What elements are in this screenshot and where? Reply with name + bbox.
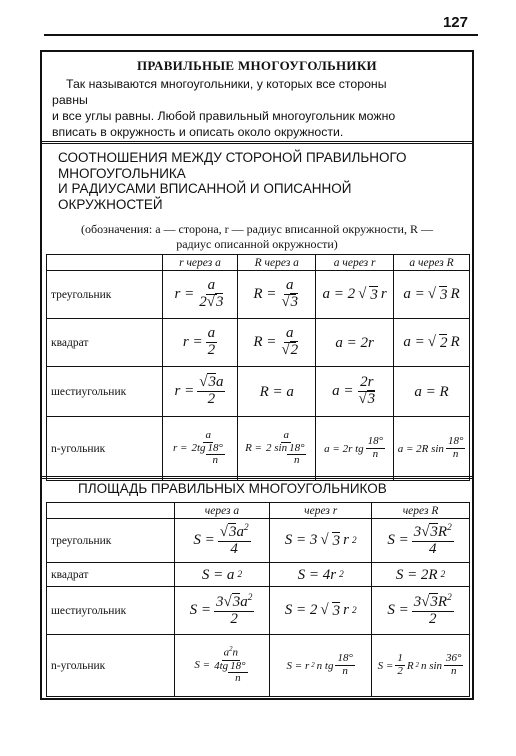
table-row <box>47 635 470 697</box>
table-row <box>47 319 470 367</box>
formula-cell <box>372 587 470 635</box>
formula: R = a √2 <box>253 325 299 358</box>
formula-cell <box>316 271 394 319</box>
formula: a = 2r tg 18° n <box>324 435 384 460</box>
header-cell: r через a <box>162 255 238 271</box>
note-line: (обозначения: a — сторона, r — радиус вписанной окружности, R — <box>81 222 433 236</box>
formula: r = √3a 2 <box>174 374 224 407</box>
definition-text <box>52 76 462 140</box>
formula: r = a 2tg $\frac{18^\circ}{n}$ <box>173 429 223 467</box>
formula-cell <box>270 563 372 587</box>
page-number: 127 <box>442 14 468 31</box>
text-line: Так называются многоугольники, у которых все стороны <box>66 77 387 91</box>
formula: S = $3√3a^2$ 2 <box>189 592 253 627</box>
text-line: вписать в окружность и описать около окружности. <box>52 125 344 139</box>
formula-cell <box>162 271 238 319</box>
area-section-title: ПЛОЩАДЬ ПРАВИЛЬНЫХ МНОГОУГОЛЬНИКОВ <box>78 481 387 496</box>
row-label: треугольник <box>47 271 163 319</box>
formula-cell <box>270 587 372 635</box>
header-cell: через a <box>174 503 270 519</box>
area-table <box>46 502 470 697</box>
formula: S = a 2 <box>201 566 243 583</box>
section-title: ПРАВИЛЬНЫЕ МНОГОУГОЛЬНИКИ <box>137 58 377 73</box>
text-line: и все углы равны. Любой правильный многоугольник можно <box>52 109 396 123</box>
table-row <box>47 271 470 319</box>
formula-cell <box>394 417 470 481</box>
notation-note <box>42 222 472 252</box>
header-cell: a через R <box>394 255 470 271</box>
formula-cell <box>316 417 394 481</box>
row-label: квадрат <box>47 319 163 367</box>
formula-cell <box>372 635 470 697</box>
formula-cell <box>162 367 238 417</box>
formula: S = 2R 2 <box>395 566 446 583</box>
formula-cell <box>162 417 238 481</box>
formula: r = a 2 <box>182 325 216 358</box>
formula-cell <box>372 563 470 587</box>
formula: a = 2 √ 3 r <box>322 286 387 303</box>
text-line: равны <box>52 93 88 107</box>
table-row <box>47 519 470 563</box>
header-cell: a через r <box>316 255 394 271</box>
formula-cell <box>162 319 238 367</box>
formula: S = $a^2n$ 4tg $\frac{18^\circ}{n}$ <box>194 646 246 685</box>
note-line: радиус описанной окружности) <box>176 237 338 251</box>
formula: a = 2r √3 <box>332 374 376 407</box>
relations-table <box>46 254 470 481</box>
formula: S = 2 √ 3 r 2 <box>284 602 357 619</box>
formula: S = 4r 2 <box>297 566 344 583</box>
row-label: квадрат <box>47 563 175 587</box>
formula: S = $√3a^2$ 4 <box>193 522 249 557</box>
row-label: треугольник <box>47 519 175 563</box>
formula: r = a 2√3 <box>174 277 224 310</box>
formula-cell <box>394 367 470 417</box>
formula-cell <box>372 519 470 563</box>
formula: R = a 2 sin $\frac{18^\circ}{n}$ <box>245 429 305 467</box>
formula-cell <box>174 635 270 697</box>
formula-cell <box>238 271 316 319</box>
formula-cell <box>270 519 372 563</box>
title-line: И РАДИУСАМИ ВПИСАННОЙ И ОПИСАННОЙ <box>58 181 352 196</box>
formula: S = $3√3R^2$ 4 <box>387 522 452 557</box>
formula: R = a √3 <box>253 277 299 310</box>
row-label: шестиугольник <box>47 587 175 635</box>
formula: S = r 2 n tg 18° n <box>286 652 353 677</box>
formula-cell <box>394 319 470 367</box>
header-cell: R через a <box>238 255 316 271</box>
title-line: СООТНОШЕНИЯ МЕЖДУ СТОРОНОЙ ПРАВИЛЬНОГО <box>58 150 407 165</box>
header-cell-empty <box>47 503 175 519</box>
formula-cell <box>238 319 316 367</box>
formula-cell <box>174 519 270 563</box>
title-line: МНОГОУГОЛЬНИКА <box>58 165 186 181</box>
title-line: ОКРУЖНОСТЕЙ <box>58 196 163 212</box>
header-rule <box>44 34 478 36</box>
table-row <box>47 417 470 481</box>
formula: S = $3√3R^2$ 2 <box>387 592 452 627</box>
formula: a = 2R sin 18° n <box>397 435 464 460</box>
formula-cell <box>238 417 316 481</box>
content-frame <box>40 50 474 700</box>
header-cell-empty <box>47 255 163 271</box>
row-label: шестиугольник <box>47 367 163 417</box>
formula-cell <box>316 319 394 367</box>
formula: a = R <box>414 383 449 400</box>
section-divider <box>42 476 472 479</box>
table-row <box>47 563 470 587</box>
formula: a = √ 3 R <box>403 286 460 303</box>
formula: S = 1 2 R 2 n sin 36° n <box>377 652 462 677</box>
relations-title <box>42 150 472 212</box>
table-header-row <box>47 255 470 271</box>
formula: S = 3 √ 3 r 2 <box>284 532 357 549</box>
formula: a = 2r <box>335 334 374 351</box>
formula-cell <box>238 367 316 417</box>
formula-cell <box>270 635 372 697</box>
header-cell: через R <box>372 503 470 519</box>
row-label: n-угольник <box>47 417 163 481</box>
header-cell: через r <box>270 503 372 519</box>
formula-cell <box>394 271 470 319</box>
formula-cell <box>174 587 270 635</box>
formula-cell <box>174 563 270 587</box>
definition-section <box>42 52 472 144</box>
table-row <box>47 367 470 417</box>
table-row <box>47 587 470 635</box>
formula: R = a <box>259 383 294 400</box>
formula: a = √ 2 R <box>403 334 460 351</box>
row-label: n-угольник <box>47 635 175 697</box>
table-header-row <box>47 503 470 519</box>
formula-cell <box>316 367 394 417</box>
